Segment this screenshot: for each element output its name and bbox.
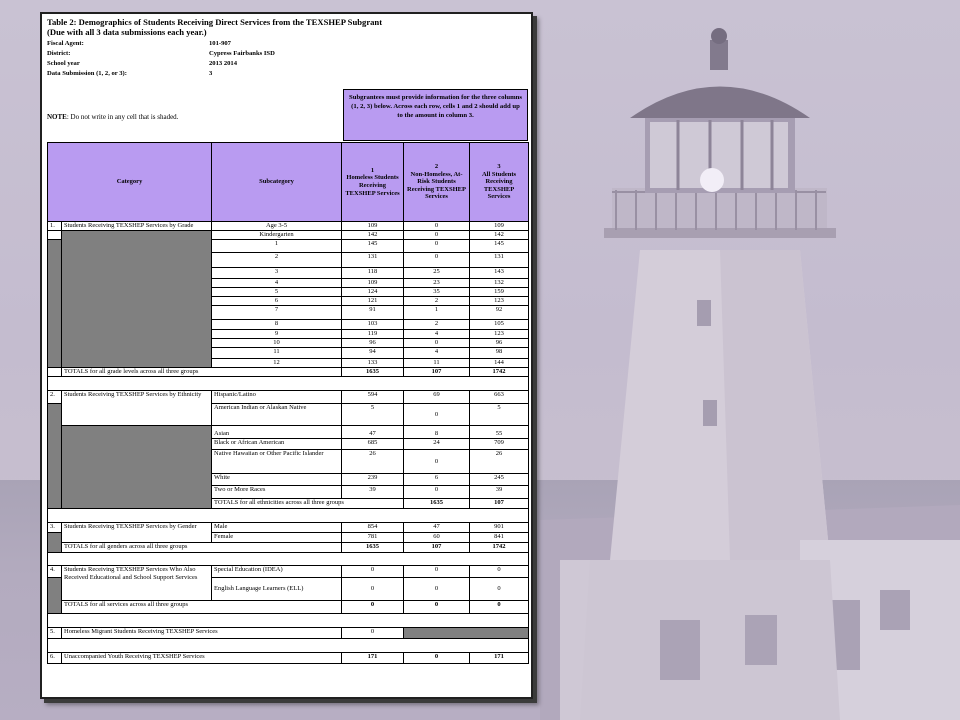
empty-cell (48, 231, 62, 240)
spacer-cell (48, 509, 529, 523)
col2-total: 107 (404, 543, 470, 553)
subcategory-cell: Female (212, 533, 342, 543)
totals-label: TOTALS for all grade levels across all three groups (62, 368, 342, 377)
col2-value: 0 (404, 450, 470, 474)
meta-value: 2013 2014 (209, 60, 238, 67)
col1-value: 133 (342, 359, 404, 368)
totals-label: TOTALS for all genders across all three groups (62, 543, 342, 553)
subcategory-cell: 10 (212, 339, 342, 348)
col1-total: 1635 (404, 499, 470, 509)
subcategory-cell: 8 (212, 320, 342, 330)
spacer-cell (48, 639, 529, 653)
col2-value: 4 (404, 330, 470, 339)
col2-value: 0 (404, 240, 470, 253)
col1-value: 109 (342, 279, 404, 288)
section-label: Students Receiving TEXSHEP Services by Gender (62, 523, 212, 543)
document-header (47, 17, 526, 137)
col2-value: 0 (404, 578, 470, 601)
meta-label: Data Submission (1, 2, or 3): (47, 70, 127, 77)
meta-row (47, 39, 307, 49)
col1-value: 854 (342, 523, 404, 533)
col3-value: 92 (470, 306, 529, 320)
col2-value: 6 (404, 474, 470, 486)
subcategory-cell: 11 (212, 348, 342, 359)
section-label: Students Receiving TEXSHEP Services by Grade (62, 222, 212, 231)
col2-value: 2 (404, 297, 470, 306)
col3-total: 0 (470, 601, 529, 614)
meta-row (47, 59, 307, 69)
col2-value: 1 (404, 306, 470, 320)
col3-value: 901 (470, 523, 529, 533)
col3-value: 709 (470, 439, 529, 450)
col1-value: 781 (342, 533, 404, 543)
subcategory-cell: 6 (212, 297, 342, 306)
spacer-row (48, 509, 529, 523)
shaded-cell (48, 578, 62, 614)
col3-value: 144 (470, 359, 529, 368)
col2-total: 107 (404, 368, 470, 377)
subcategory-cell: Native Hawaiian or Other Pacific Islander (212, 450, 342, 474)
note-prefix: NOTE (47, 113, 67, 121)
col3-value: 26 (470, 450, 529, 474)
section-label: Unaccompanied Youth Receiving TEXSHEP Services (62, 653, 342, 664)
demographics-table (47, 142, 529, 664)
col1-value: 685 (342, 439, 404, 450)
table-row (48, 222, 529, 231)
col2-value: 24 (404, 439, 470, 450)
note-text: : Do not write in any cell that is shaded. (66, 113, 179, 121)
section-number: 5. (48, 628, 62, 639)
col3-value: 5 (470, 404, 529, 426)
meta-label: Fiscal Agent: (47, 40, 84, 47)
col2-value: 47 (404, 523, 470, 533)
col3-value: 131 (470, 253, 529, 268)
col3-value: 105 (470, 320, 529, 330)
subcategory-cell: White (212, 474, 342, 486)
col2-value: 2 (404, 320, 470, 330)
col3-value: 0 (470, 566, 529, 578)
col2-total: 107 (470, 499, 529, 509)
col2-value: 0 (404, 404, 470, 426)
subcategory-cell: Kindergarten (212, 231, 342, 240)
col2-total: 0 (404, 601, 470, 614)
instruction-box: Subgrantees must provide information for the three columns (1, 2, 3) below. Across each row, cells 1 and 2 should add up to the amount in column 3. (343, 89, 528, 141)
col1-value: 124 (342, 288, 404, 297)
subcategory-cell: 2 (212, 253, 342, 268)
col3-value: 145 (470, 240, 529, 253)
spacer-row (48, 614, 529, 628)
table-row (48, 231, 529, 240)
col1-header (342, 143, 404, 222)
totals-label: TOTALS for all ethnicities across all three groups (212, 499, 404, 509)
col1-value: 118 (342, 268, 404, 279)
col3-total: 1742 (470, 543, 529, 553)
col2-value: 0 (404, 339, 470, 348)
col2-value: 23 (404, 279, 470, 288)
col3-value: 132 (470, 279, 529, 288)
col2-value: 8 (404, 426, 470, 439)
col1-value: 0 (342, 628, 404, 639)
col1-value: 594 (342, 391, 404, 404)
col3-value: 245 (470, 474, 529, 486)
meta-value: 3 (209, 70, 213, 77)
col3-value: 171 (470, 653, 529, 664)
spacer-row (48, 553, 529, 566)
meta-value: 101-907 (209, 40, 231, 47)
subcategory-header: Subcategory (212, 143, 342, 222)
meta-value: Cypress Fairbanks ISD (209, 50, 275, 57)
section-number: 1. (48, 222, 62, 231)
col1-value: 0 (342, 578, 404, 601)
meta-row (47, 69, 307, 79)
totals-row (48, 368, 529, 377)
col2-value: 25 (404, 268, 470, 279)
table-title: Table 2: Demographics of Students Receiving Direct Services from the TEXSHEP Subgrant (47, 17, 383, 27)
col2-value: 35 (404, 288, 470, 297)
subcategory-cell: 5 (212, 288, 342, 297)
subcategory-cell: Asian (212, 426, 342, 439)
subcategory-cell: Hispanic/Latino (212, 391, 342, 404)
subcategory-cell: 4 (212, 279, 342, 288)
col1-number: 1 (370, 166, 375, 174)
col3-value: 55 (470, 426, 529, 439)
shaded-cell (48, 533, 62, 553)
totals-label: TOTALS for all services across all three groups (62, 601, 342, 614)
subcategory-cell: Special Education (IDEA) (212, 566, 342, 578)
col1-total: 1635 (342, 368, 404, 377)
shaded-cell (48, 240, 62, 368)
shaded-cell (62, 231, 212, 368)
col3-value: 96 (470, 339, 529, 348)
spacer-cell (48, 377, 529, 391)
col2-value: 11 (404, 359, 470, 368)
section-number: 4. (48, 566, 62, 578)
table-row (48, 523, 529, 533)
subcategory-cell: English Language Learners (ELL) (212, 578, 342, 601)
col2-header (404, 143, 470, 222)
col1-value: 39 (342, 486, 404, 499)
header-row (48, 143, 529, 222)
col1-value: 239 (342, 474, 404, 486)
col1-value: 5 (342, 404, 404, 426)
section-number: 2. (48, 391, 62, 404)
spacer-row (48, 639, 529, 653)
table-row (48, 391, 529, 404)
shaded-cell (404, 628, 529, 639)
totals-row (48, 543, 529, 553)
empty-cell (48, 368, 62, 377)
spacer-cell (48, 614, 529, 628)
meta-label: School year (47, 60, 80, 67)
col1-text: Homeless Students Receiving TEXSHEP Services (345, 174, 400, 197)
col2-value: 0 (404, 253, 470, 268)
spacer-cell (48, 553, 529, 566)
col2-value: 0 (404, 222, 470, 231)
table-row (48, 566, 529, 578)
subcategory-cell: Black or African American (212, 439, 342, 450)
col1-value: 91 (342, 306, 404, 320)
col3-total: 1742 (470, 368, 529, 377)
meta-label: District: (47, 50, 71, 57)
col1-value: 109 (342, 222, 404, 231)
col3-value: 143 (470, 268, 529, 279)
col2-text: Non-Homeless, At-Risk Students Receiving TEXSHEP Services (407, 170, 466, 201)
col1-value: 94 (342, 348, 404, 359)
col2-value: 4 (404, 348, 470, 359)
subcategory-cell: 1 (212, 240, 342, 253)
section-label: Students Receiving TEXSHEP Services Who Also Received Educational and School Support Services (62, 566, 212, 601)
table-row (48, 628, 529, 639)
col2-number: 2 (434, 163, 439, 171)
totals-row (48, 601, 529, 614)
col1-total: 1635 (342, 543, 404, 553)
meta-row (47, 49, 307, 59)
spacer-row (48, 377, 529, 391)
col1-value: 131 (342, 253, 404, 268)
col3-value: 123 (470, 297, 529, 306)
subcategory-cell: American Indian or Alaskan Native (212, 404, 342, 426)
col2-value: 0 (404, 231, 470, 240)
subcategory-cell: Male (212, 523, 342, 533)
demographics-document (40, 12, 533, 699)
col1-total: 0 (342, 601, 404, 614)
col1-value: 142 (342, 231, 404, 240)
shaded-cell (62, 426, 212, 509)
shaded-cell (48, 404, 62, 509)
subcategory-cell: 3 (212, 268, 342, 279)
table-subtitle: (Due with all 3 data submissions each year.) (47, 27, 207, 37)
table-row (48, 653, 529, 664)
col2-value: 60 (404, 533, 470, 543)
col2-value: 0 (404, 653, 470, 664)
subcategory-cell: 7 (212, 306, 342, 320)
col3-text: All Students Receiving TEXSHEP Services (481, 170, 517, 201)
col3-value: 109 (470, 222, 529, 231)
col1-value: 47 (342, 426, 404, 439)
col2-value: 69 (404, 391, 470, 404)
col1-value: 121 (342, 297, 404, 306)
section-number: 6. (48, 653, 62, 664)
section-number: 3. (48, 523, 62, 533)
col1-value: 145 (342, 240, 404, 253)
col3-value: 142 (470, 231, 529, 240)
table-row (48, 426, 529, 439)
subcategory-cell: 9 (212, 330, 342, 339)
col1-value: 171 (342, 653, 404, 664)
col3-value: 159 (470, 288, 529, 297)
subcategory-cell: Two or More Races (212, 486, 342, 499)
subcategory-cell: Age 3-5 (212, 222, 342, 231)
shading-note (47, 113, 178, 122)
category-header: Category (48, 143, 212, 222)
col3-value: 663 (470, 391, 529, 404)
col3-header (470, 143, 529, 222)
meta-fields (47, 39, 307, 79)
col3-value: 841 (470, 533, 529, 543)
col1-value: 26 (342, 450, 404, 474)
col1-value: 0 (342, 566, 404, 578)
section-label: Students Receiving TEXSHEP Services by Ethnicity (62, 391, 212, 426)
col1-value: 103 (342, 320, 404, 330)
col1-value: 96 (342, 339, 404, 348)
col3-value: 123 (470, 330, 529, 339)
col2-value: 0 (404, 486, 470, 499)
col3-value: 98 (470, 348, 529, 359)
col3-value: 39 (470, 486, 529, 499)
col2-value: 0 (404, 566, 470, 578)
col1-value: 119 (342, 330, 404, 339)
col3-number: 3 (497, 163, 501, 171)
section-label: Homeless Migrant Students Receiving TEXSHEP Services (62, 628, 342, 639)
subcategory-cell: 12 (212, 359, 342, 368)
col3-value: 0 (470, 578, 529, 601)
